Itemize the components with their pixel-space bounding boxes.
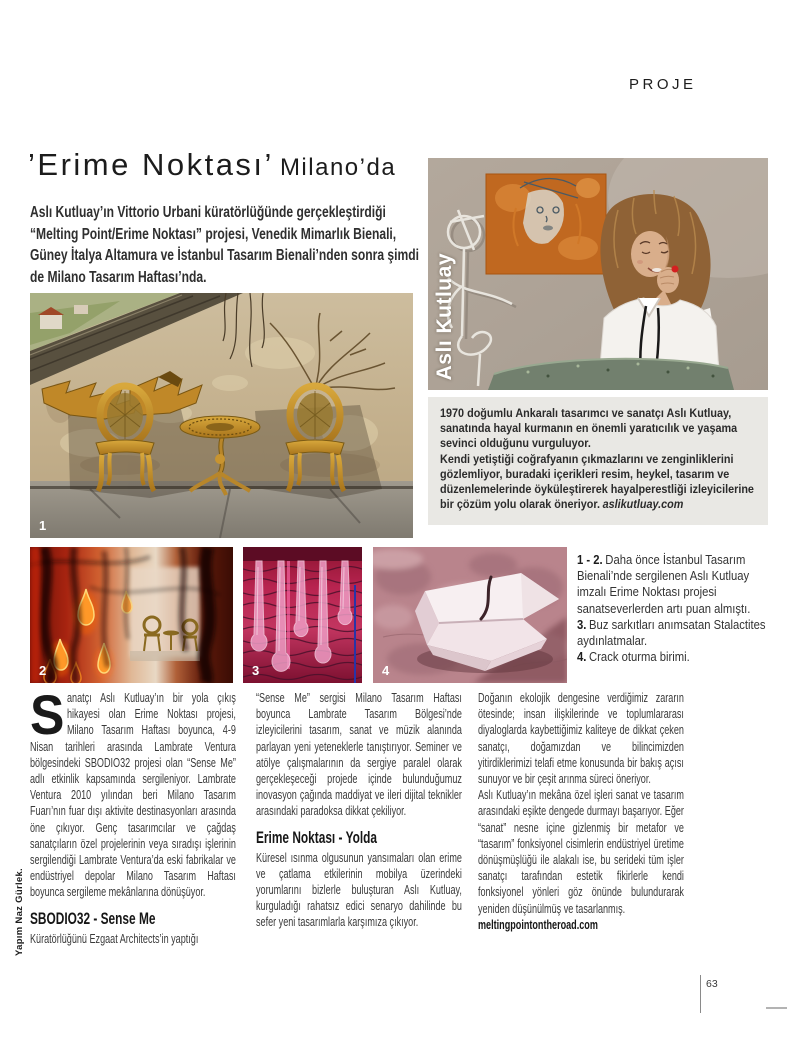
caption-label-4: 4. [577, 649, 587, 665]
photo-4-number: 4 [382, 663, 390, 678]
corner-crop-mark [766, 1007, 787, 1009]
drop-cap: S [30, 683, 65, 746]
production-credit-vertical: Yapım Naz Gürlek. [14, 868, 25, 956]
title-sub: Milano’da [279, 154, 397, 181]
photos-caption [577, 552, 767, 665]
photo-3-stalactites [243, 547, 362, 683]
photo-4-crack-seat [373, 547, 567, 683]
portrait-website: aslikutluay.com [602, 497, 684, 512]
page-number: 63 [706, 978, 718, 990]
column-1-paragraph-2: Küratörlüğünü Ezgaat Architects’in yaptığı [30, 931, 199, 946]
photo-3-number: 3 [252, 663, 260, 678]
portrait-caption-text: Kendi yetiştiği coğrafyanın çıkmazlarını ve zenginliklerini gözlemliyor, buradaki içerikleri resim, heykel, tasarım ve düzenlemelerinde öyküleştirerek hayalperestliği izleyicilerine bir çözüm yolu olarak öneriyor. [440, 451, 754, 512]
caption-text-4: Crack oturma birimi. [589, 649, 690, 665]
photo-2-illustration [30, 547, 233, 683]
folio-rule [700, 975, 701, 1013]
caption-text-1-2: Daha önce İstanbul Tasarım Bienali’nde sergilenen Aslı Kutluay imzalı Erime Noktası projesi sanatseverlerden artı puan almıştı. [577, 552, 751, 616]
subhead-sbodio32: SBODIO32 - Sense Me [30, 909, 156, 928]
photos-caption-text-block [577, 552, 767, 665]
photo-2-red-installation [30, 547, 233, 683]
project-website: meltingpointontheroad.com [478, 917, 598, 932]
column-1-paragraph-1 [30, 683, 236, 901]
title-main: ’Erime Noktası’ [28, 147, 274, 182]
article-column-3 [478, 690, 684, 933]
photo-1-golden-chairs [30, 293, 413, 538]
intro-paragraph: Aslı Kutluay’ın Vittorio Urbani küratörlüğünde gerçekleştirdiği “Melting Point/Erime Noktası” projesi, Venedik Mimarlık Bienali, Güney İtalya Altamura ve İstanbul Tasarım Bienali’nden sonra şimdi de Milano Tasarım Haftası’nda. [30, 204, 420, 286]
column-2-paragraph-2: Küresel ısınma olgusunun yansımaları olan erime ve çatlama etkilerinin mobilya üzerindeki yorumlarını bizlerle buluşturan Aslı Kutluay, kurguladığı rahatsız edici senaryo dahilinde bu sefer yeni tasarımlarla karşımıza çıkıyor. [256, 850, 462, 930]
article-column-2 [256, 690, 462, 931]
portrait-caption-paragraph-1: 1970 doğumlu Ankaralı tasarımcı ve sanatçı Aslı Kutluay, sanatında hayal kurmanın en önemli yaratıcılık ve yaşama sevinci olduğunu vurguluyor. [440, 406, 738, 451]
column-1-paragraph-1-text: anatçı Aslı Kutluay’ın bir yola çıkış hikayesi olan Erime Noktası projesi, Milano Tasarım Haftası boyunca, 4-9 Nisan tarihleri arasında Lambrate Ventura bölgesindeki SBODIO32 projesi olan “Sense Me” adlı etkinlik kapsamında sergileniyor. Lambrate Ventura 2010 yılından beri Milano Tasarım Fuarı’nın fuar dışı aktivite destinasyonları arasında öne çıkıyor. Genç tasarımcılar ve çağdaş sanatçıların özel projelerinin veya sıradışı işlerinin sergilendiği Lambrate Ventura’da eski fabrikalar ve endüstriyel depolar Milano Tasarım Haftası boyunca sergileme mekânlarına dönüşüyor. [30, 691, 236, 900]
photo-portrait-asli-kutluay [428, 158, 768, 390]
caption-item-4 [577, 649, 767, 665]
caption-label-1-2: 1 - 2. [577, 552, 603, 567]
photo-2-number: 2 [39, 663, 47, 678]
portrait-caption-paragraph-2 [440, 452, 756, 513]
portrait-vertical-label: Aslı Kutluay [433, 252, 456, 380]
article-column-1 [30, 683, 236, 947]
caption-item-1-2 [577, 552, 767, 617]
caption-label-3: 3. [577, 616, 587, 632]
portrait-caption-panel [428, 397, 768, 525]
portrait-caption-text-block [440, 406, 756, 512]
photo-3-illustration [243, 547, 362, 683]
column-3-paragraph-2: Aslı Kutluay’ın mekâna özel işleri sanat ve tasarım arasındaki eşikte dengede durmayı başarıyor. Eğer “sanat” nesne içine gizlenmiş bir metafor ve “tasarım” fonksiyonel cisimlerin endüstriyel üretime dönüşmüşlüğü ile alakalı ise, bu serideki tüm işler sanatçı tarafından estetik fikirlerle kendi fonksiyonel yönleri göz önünde bulundurarak yeniden düşünülmüş ve tasarlanmış. [478, 788, 684, 916]
article-title [28, 146, 396, 183]
column-2-paragraph-1: “Sense Me” sergisi Milano Tasarım Haftası boyunca Lambrate Tasarım Bölgesi’nde izleyicilerini tasarım, sanat ve müzik alanında parlayan yeni yeteneklerle tanıştırıyor. Seminer ve atölye çalışmalarının da sergiye paralel olarak gerçekleşeceği projede içinde bulunduğumuz inovasyon çağında maddiyat ve ileri dijital teknikler arasındaki paradoksa dikkat çekiliyor. [256, 691, 462, 819]
column-3-paragraph-1: Doğanın ekolojik dengesine verdiğimiz zararın ötesinde; insan ilişkilerinde ve toplumlararası diyaloglarda kaybettiğimiz kaliteye de dikkat çeken sanatçı, doğamızdan ve bilincimizden yitirdiklerimizi telafi etme konusunda bir bakış açısı sunuyor ve bir çeşit arınma süreci öneriyor. [478, 691, 684, 787]
caption-item-3 [577, 617, 767, 649]
caption-text-3: Buz sarkıtları anımsatan Stalactites aydınlatmalar. [577, 616, 766, 649]
section-label: PROJE [629, 76, 697, 93]
photo-1-illustration [30, 293, 413, 538]
photo-4-illustration [373, 547, 567, 683]
portrait-illustration [428, 158, 768, 390]
photo-1-number: 1 [39, 518, 47, 533]
subhead-erime-noktasi-yolda: Erime Noktası - Yolda [256, 828, 378, 847]
